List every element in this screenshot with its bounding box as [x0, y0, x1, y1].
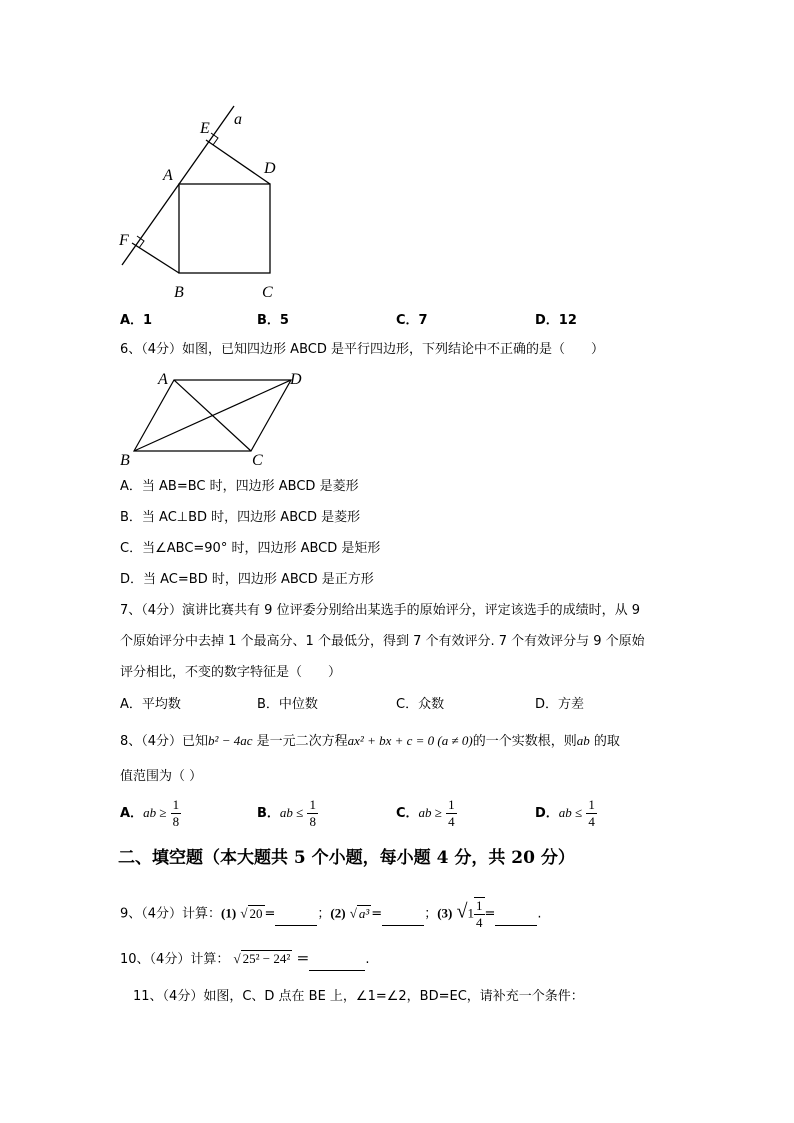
fraction-numerator: 1 [309, 797, 316, 812]
q10-line [120, 949, 370, 971]
fraction-denominator: 4 [448, 814, 455, 829]
q8-option-a-fraction [171, 797, 182, 830]
label-b: B [120, 452, 130, 468]
q8-option-d-rel: ab ≤ [558, 805, 583, 820]
label-b: B [174, 284, 184, 301]
q6-stem: 6、（4分）如图，已知四边形 ABCD 是平行四边形，下列结论中不正确的是（ ） [120, 342, 604, 357]
q6-option-b[interactable]: B．当 AC⊥BD 时，四边形 ABCD 是菱形 [120, 510, 361, 525]
label-c: C [262, 284, 273, 301]
q9-equals-2: = [371, 906, 383, 922]
q10-end: . [365, 952, 370, 967]
label-e: E [200, 120, 210, 137]
sqrt-icon: √ [240, 905, 248, 921]
fraction-denominator: 4 [588, 814, 595, 829]
q8-option-a-label: A． [120, 806, 144, 821]
q7-option-b[interactable]: B．中位数 [257, 697, 318, 712]
q8-line-1 [120, 731, 620, 752]
q8-option-c-label: C． [396, 806, 419, 821]
fraction-denominator: 8 [172, 814, 180, 829]
label-c: C [252, 452, 263, 468]
square-abcd [179, 184, 270, 273]
sqrt-icon: √ [456, 900, 468, 923]
q5-option-d[interactable]: D．12 [535, 313, 577, 328]
q10-equals: ＝ [296, 952, 310, 967]
q10-prefix: 10、（4分）计算： [120, 952, 230, 967]
q9-answer-blank-1[interactable] [275, 905, 317, 926]
q9-part-1: (1) [221, 905, 237, 921]
label-a: A [163, 167, 173, 184]
q6-option-a[interactable]: A．当 AB=BC 时，四边形 ABCD 是菱形 [120, 479, 359, 494]
q9-mixed-fraction [474, 897, 485, 931]
q8-option-a[interactable] [120, 797, 181, 830]
q8-option-b-rel: ab ≤ [279, 805, 304, 820]
q9-radicand-1: 20 [249, 905, 263, 921]
q10-radicand: 25² − 24² [242, 951, 291, 966]
q8-option-c-rel: ab ≥ [418, 805, 442, 820]
q6-option-d[interactable]: D．当 AC=BD 时，四边形 ABCD 是正方形 [120, 572, 374, 587]
q8-expr-discriminant: b² − 4ac [208, 733, 253, 748]
q9-sep-1: ； [317, 906, 331, 922]
q7-option-a[interactable]: A．平均数 [120, 697, 181, 712]
sqrt-icon: √ [233, 951, 241, 966]
q7-line-1: 7、（4分）演讲比赛共有 9 位评委分别给出某选手的原始评分，评定该选手的成绩时，从 9 [120, 603, 640, 618]
q8-suffix: 的一个实数根，则 [472, 734, 577, 749]
q8-line-2: 值范围为（ ） [120, 769, 203, 784]
q6-option-c[interactable]: C．当∠ABC=90° 时，四边形 ABCD 是矩形 [120, 541, 381, 556]
sqrt-icon: √ [349, 905, 357, 921]
q5-option-a[interactable]: A．1 [120, 313, 153, 328]
line-a [122, 106, 234, 265]
q9-prefix: 9、（4分）计算： [120, 906, 222, 922]
figure-square-abcd [110, 100, 300, 305]
q8-option-d-fraction [586, 797, 597, 830]
label-f: F [119, 232, 129, 249]
q8-option-d-label: D． [535, 806, 559, 821]
q9-end: . [537, 906, 542, 922]
q8-middle: 是一元二次方程 [256, 734, 348, 749]
q9-sep-2: ； [424, 906, 438, 922]
q10-answer-blank[interactable] [309, 950, 365, 971]
fraction-numerator: 1 [476, 898, 483, 913]
label-a: A [158, 371, 168, 388]
figure-parallelogram [112, 368, 312, 468]
fraction-denominator: 4 [476, 915, 483, 930]
q5-option-b[interactable]: B．5 [257, 313, 289, 328]
q8-prefix: 8、（4分）已知 [120, 734, 209, 749]
q8-option-d[interactable] [535, 797, 597, 830]
label-a-line: a [234, 111, 242, 128]
q8-option-b-fraction [307, 797, 318, 830]
q7-option-d[interactable]: D．方差 [535, 697, 585, 712]
q8-end: 的取 [593, 734, 620, 749]
fraction-denominator: 8 [309, 814, 316, 829]
q9-answer-blank-2[interactable] [382, 905, 424, 926]
q5-option-c[interactable]: C．7 [396, 313, 428, 328]
q8-option-a-rel: ab ≥ [143, 805, 167, 820]
segment-ed [206, 140, 270, 184]
fraction-numerator: 1 [588, 797, 595, 812]
q7-line-3: 评分相比，不变的数字特征是（ ） [120, 665, 342, 680]
q9-part-3: (3) [437, 905, 453, 921]
q8-option-c[interactable] [396, 797, 457, 830]
q9-line [120, 897, 542, 931]
q8-option-b-label: B． [257, 806, 280, 821]
label-d: D [290, 371, 302, 388]
q9-equals-1: = [264, 906, 276, 922]
q9-mixed-whole: 1 [467, 905, 474, 921]
q8-option-b[interactable] [257, 797, 318, 830]
q9-part-2: (2) [330, 905, 346, 921]
q8-expr-equation: ax² + bx + c = 0 (a ≠ 0) [347, 733, 473, 748]
fraction-numerator: 1 [448, 797, 455, 812]
q9-equals-3: = [484, 906, 496, 922]
diagonal-bd [134, 380, 291, 451]
q9-radicand-2: a³ [358, 905, 370, 921]
q8-expr-ab: ab [576, 733, 590, 748]
q7-line-2: 个原始评分中去掉 1 个最高分、1 个最低分，得到 7 个有效评分. 7 个有效评分与 9 个原始 [120, 634, 645, 649]
label-d: D [264, 160, 276, 177]
q8-option-c-fraction [446, 797, 457, 830]
fraction-numerator: 1 [172, 797, 180, 812]
q7-option-c[interactable]: C．众数 [396, 697, 445, 712]
section-2-title: 二、填空题（本大题共 5 个小题，每小题 4 分，共 20 分） [118, 848, 575, 868]
q9-answer-blank-3[interactable] [495, 905, 537, 926]
q11-stem: 11、（4分）如图，C、D 点在 BE 上，∠1=∠2，BD=EC，请补充一个条件： [133, 989, 584, 1004]
